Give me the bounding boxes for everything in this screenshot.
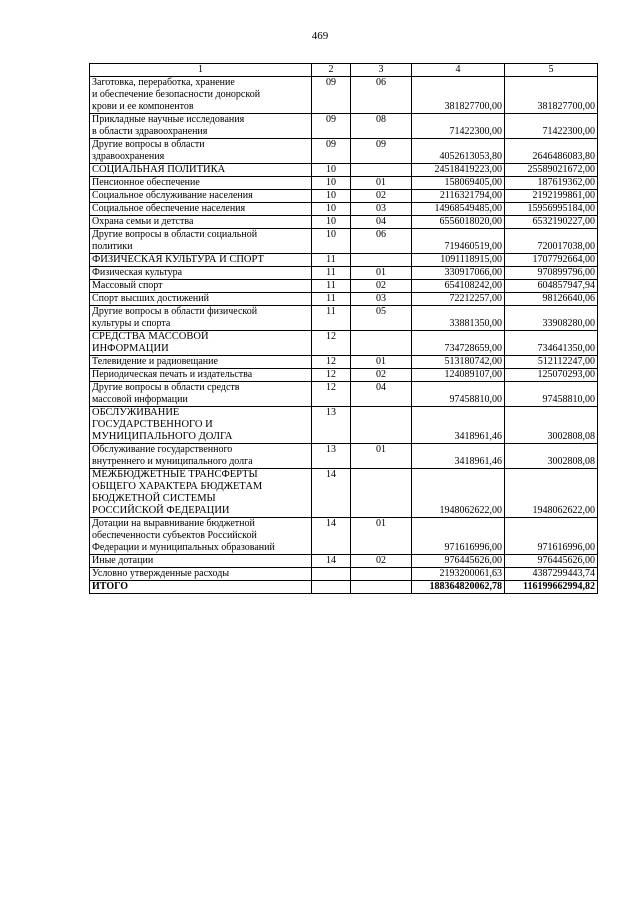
row-name-cell: Другие вопросы в области социальной политики — [90, 229, 312, 254]
row-value-col4: 124089107,00 — [412, 369, 505, 382]
row-name-cell: Дотации на выравнивание бюджетной обеспеченности субъектов Российской Федерации и муниципальных образований — [90, 518, 312, 555]
row-section-code: 12 — [312, 369, 351, 382]
row-value-col5: 512112247,00 — [505, 356, 598, 369]
row-value-col4: 24518419223,00 — [412, 164, 505, 177]
row-name-cell: ФИЗИЧЕСКАЯ КУЛЬТУРА И СПОРТ — [90, 254, 312, 267]
row-subsection-code — [351, 331, 412, 356]
row-name-cell: МЕЖБЮДЖЕТНЫЕ ТРАНСФЕРТЫ ОБЩЕГО ХАРАКТЕРА БЮДЖЕТАМ БЮДЖЕТНОЙ СИСТЕМЫ РОССИЙСКОЙ ФЕДЕРАЦИИ — [90, 469, 312, 518]
table-row — [90, 229, 598, 254]
header-col-2: 2 — [312, 64, 351, 77]
row-section-code: 14 — [312, 555, 351, 568]
row-subsection-code: 01 — [351, 356, 412, 369]
row-section-code: 10 — [312, 229, 351, 254]
row-name-cell: Условно утвержденные расходы — [90, 568, 312, 581]
row-section-code: 11 — [312, 280, 351, 293]
row-name-cell: Массовый спорт — [90, 280, 312, 293]
row-subsection-code — [351, 407, 412, 444]
row-value-col5: 116199662994,82 — [505, 581, 598, 594]
row-value-col5: 720017038,00 — [505, 229, 598, 254]
row-section-code: 13 — [312, 407, 351, 444]
row-value-col5: 4387299443,74 — [505, 568, 598, 581]
row-value-col5: 6532190227,00 — [505, 216, 598, 229]
row-name-cell: ОБСЛУЖИВАНИЕ ГОСУДАРСТВЕННОГО И МУНИЦИПАЛЬНОГО ДОЛГА — [90, 407, 312, 444]
row-section-code: 11 — [312, 306, 351, 331]
row-name-cell: Пенсионное обеспечение — [90, 177, 312, 190]
table-row — [90, 382, 598, 407]
row-value-col5: 1707792664,00 — [505, 254, 598, 267]
row-value-col4: 3418961,46 — [412, 407, 505, 444]
row-value-col4: 330917066,00 — [412, 267, 505, 280]
row-value-col5: 15956995184,00 — [505, 203, 598, 216]
section-row — [90, 164, 598, 177]
row-value-col5: 2646486083,80 — [505, 139, 598, 164]
row-subsection-code: 02 — [351, 280, 412, 293]
row-section-code: 13 — [312, 444, 351, 469]
row-name-cell: Другие вопросы в области здравоохранения — [90, 139, 312, 164]
row-section-code: 09 — [312, 77, 351, 114]
row-subsection-code — [351, 164, 412, 177]
row-name-cell: Физическая культура — [90, 267, 312, 280]
row-subsection-code: 09 — [351, 139, 412, 164]
row-value-col5: 2192199861,00 — [505, 190, 598, 203]
row-value-col5: 187619362,00 — [505, 177, 598, 190]
row-value-col5: 71422300,00 — [505, 114, 598, 139]
table-row — [90, 280, 598, 293]
row-section-code: 14 — [312, 518, 351, 555]
row-value-col4: 4052613053,80 — [412, 139, 505, 164]
row-value-col5: 1948062622,00 — [505, 469, 598, 518]
row-value-col4: 971616996,00 — [412, 518, 505, 555]
row-subsection-code: 06 — [351, 229, 412, 254]
budget-table — [89, 63, 598, 594]
header-col-4: 4 — [412, 64, 505, 77]
row-section-code: 11 — [312, 267, 351, 280]
row-subsection-code: 02 — [351, 190, 412, 203]
row-value-col4: 71422300,00 — [412, 114, 505, 139]
row-section-code: 12 — [312, 356, 351, 369]
row-value-col4: 2193200061,63 — [412, 568, 505, 581]
row-name-cell: Периодическая печать и издательства — [90, 369, 312, 382]
row-section-code: 11 — [312, 293, 351, 306]
row-value-col4: 33881350,00 — [412, 306, 505, 331]
row-value-col5: 971616996,00 — [505, 518, 598, 555]
row-name-cell: Другие вопросы в области средств массовой информации — [90, 382, 312, 407]
row-section-code: 09 — [312, 114, 351, 139]
row-name-cell: СОЦИАЛЬНАЯ ПОЛИТИКА — [90, 164, 312, 177]
header-col-5: 5 — [505, 64, 598, 77]
row-value-col4: 72212257,00 — [412, 293, 505, 306]
row-value-col5: 734641350,00 — [505, 331, 598, 356]
row-subsection-code: 03 — [351, 293, 412, 306]
table-row — [90, 444, 598, 469]
row-subsection-code: 01 — [351, 444, 412, 469]
table-row — [90, 306, 598, 331]
table-row — [90, 139, 598, 164]
row-value-col4: 6556018020,00 — [412, 216, 505, 229]
row-value-col5: 125070293,00 — [505, 369, 598, 382]
row-section-code: 09 — [312, 139, 351, 164]
row-subsection-code: 01 — [351, 177, 412, 190]
row-value-col5: 97458810,00 — [505, 382, 598, 407]
table-row — [90, 267, 598, 280]
row-value-col4: 734728659,00 — [412, 331, 505, 356]
table-row — [90, 177, 598, 190]
row-name-cell: Иные дотации — [90, 555, 312, 568]
row-section-code: 10 — [312, 164, 351, 177]
table-row — [90, 568, 598, 581]
row-value-col4: 14968549485,00 — [412, 203, 505, 216]
row-subsection-code: 01 — [351, 518, 412, 555]
row-section-code — [312, 568, 351, 581]
section-row — [90, 254, 598, 267]
row-value-col4: 976445626,00 — [412, 555, 505, 568]
row-section-code: 10 — [312, 190, 351, 203]
row-section-code: 12 — [312, 382, 351, 407]
row-value-col4: 1091118915,00 — [412, 254, 505, 267]
row-value-col5: 3002808,08 — [505, 407, 598, 444]
row-subsection-code: 04 — [351, 382, 412, 407]
row-value-col4: 2116321794,00 — [412, 190, 505, 203]
row-value-col4: 158069405,00 — [412, 177, 505, 190]
row-subsection-code — [351, 254, 412, 267]
row-name-cell: Социальное обслуживание населения — [90, 190, 312, 203]
row-name-cell: Другие вопросы в области физической культуры и спорта — [90, 306, 312, 331]
row-subsection-code — [351, 469, 412, 518]
table-header-row — [90, 64, 598, 77]
table-row — [90, 518, 598, 555]
section-row — [90, 469, 598, 518]
row-subsection-code: 05 — [351, 306, 412, 331]
row-section-code: 10 — [312, 216, 351, 229]
row-section-code: 11 — [312, 254, 351, 267]
row-name-cell: СРЕДСТВА МАССОВОЙ ИНФОРМАЦИИ — [90, 331, 312, 356]
table-row — [90, 190, 598, 203]
row-value-col4: 97458810,00 — [412, 382, 505, 407]
page-number: 469 — [311, 30, 329, 42]
row-value-col5: 3002808,08 — [505, 444, 598, 469]
row-subsection-code: 08 — [351, 114, 412, 139]
row-section-code — [312, 581, 351, 594]
row-value-col4: 719460519,00 — [412, 229, 505, 254]
row-value-col5: 604857947,94 — [505, 280, 598, 293]
row-name-cell: Обслуживание государственного внутреннего и муниципального долга — [90, 444, 312, 469]
row-value-col4: 188364820062,78 — [412, 581, 505, 594]
row-subsection-code: 06 — [351, 77, 412, 114]
row-section-code: 10 — [312, 203, 351, 216]
row-subsection-code: 03 — [351, 203, 412, 216]
row-name-cell: ИТОГО — [90, 581, 312, 594]
row-name-cell: Охрана семьи и детства — [90, 216, 312, 229]
row-name-cell: Социальное обеспечение населения — [90, 203, 312, 216]
row-value-col4: 654108242,00 — [412, 280, 505, 293]
row-value-col5: 98126640,06 — [505, 293, 598, 306]
table-row — [90, 369, 598, 382]
table-row — [90, 114, 598, 139]
row-subsection-code: 02 — [351, 555, 412, 568]
table-row — [90, 77, 598, 114]
section-row — [90, 407, 598, 444]
row-subsection-code — [351, 581, 412, 594]
row-value-col4: 1948062622,00 — [412, 469, 505, 518]
row-value-col5: 976445626,00 — [505, 555, 598, 568]
row-subsection-code: 04 — [351, 216, 412, 229]
budget-table-body — [90, 64, 598, 594]
row-value-col5: 970899796,00 — [505, 267, 598, 280]
row-value-col5: 25589021672,00 — [505, 164, 598, 177]
table-row — [90, 555, 598, 568]
table-row — [90, 216, 598, 229]
row-value-col5: 33908280,00 — [505, 306, 598, 331]
table-row — [90, 293, 598, 306]
row-name-cell: Телевидение и радиовещание — [90, 356, 312, 369]
row-section-code: 14 — [312, 469, 351, 518]
row-section-code: 10 — [312, 177, 351, 190]
row-name-cell: Заготовка, переработка, хранение и обеспечение безопасности донорской крови и ее компонентов — [90, 77, 312, 114]
row-subsection-code — [351, 568, 412, 581]
row-subsection-code: 01 — [351, 267, 412, 280]
row-subsection-code: 02 — [351, 369, 412, 382]
section-row — [90, 331, 598, 356]
row-section-code: 12 — [312, 331, 351, 356]
row-name-cell: Спорт высших достижений — [90, 293, 312, 306]
table-row — [90, 356, 598, 369]
row-value-col5: 381827700,00 — [505, 77, 598, 114]
row-value-col4: 381827700,00 — [412, 77, 505, 114]
total-row — [90, 581, 598, 594]
header-col-3: 3 — [351, 64, 412, 77]
row-value-col4: 513180742,00 — [412, 356, 505, 369]
row-value-col4: 3418961,46 — [412, 444, 505, 469]
table-row — [90, 203, 598, 216]
row-name-cell: Прикладные научные исследования в области здравоохранения — [90, 114, 312, 139]
header-col-1: 1 — [90, 64, 312, 77]
